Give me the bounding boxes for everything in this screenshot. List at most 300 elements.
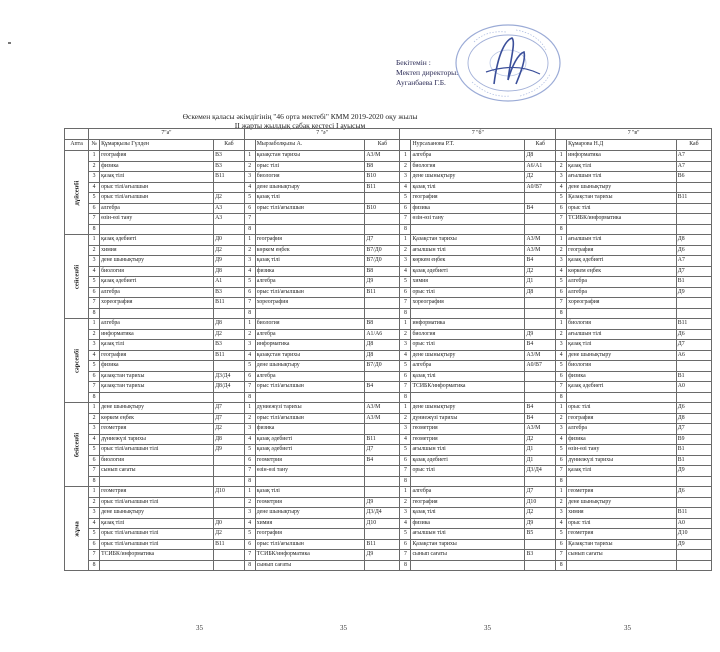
lesson-number: 6 <box>400 455 411 466</box>
cabinet-cell: В11 <box>214 539 245 550</box>
lesson-number: 6 <box>400 539 411 550</box>
day-name: жұма <box>72 520 80 537</box>
subject-cell: геометрия <box>255 497 365 508</box>
subject-cell: қазақ тілі <box>255 256 365 267</box>
cabinet-cell <box>214 550 245 561</box>
lesson-number: 4 <box>400 266 411 277</box>
lesson-number: 2 <box>556 329 567 340</box>
subject-cell: дене шынықтыру <box>411 350 525 361</box>
lesson-number: 8 <box>556 392 567 403</box>
subject-cell: геометрия <box>411 424 525 435</box>
subject-cell: биология <box>567 319 677 330</box>
subject-cell: геометрия <box>100 424 214 435</box>
cabinet-cell: Д9 <box>525 329 556 340</box>
subject-cell: орыс тілі <box>567 403 677 414</box>
cabinet-column-header: Каб <box>214 140 245 151</box>
lesson-row <box>65 403 712 414</box>
lesson-row <box>65 245 712 256</box>
lesson-number: 8 <box>89 392 100 403</box>
subject-cell: география <box>255 235 365 246</box>
lesson-number: 6 <box>400 371 411 382</box>
lesson-number: 7 <box>400 214 411 225</box>
subject-cell: география <box>411 193 525 204</box>
lesson-row <box>65 392 712 403</box>
cabinet-cell: Д2 <box>214 329 245 340</box>
lesson-number: 6 <box>89 287 100 298</box>
cabinet-cell <box>525 214 556 225</box>
lesson-number: 5 <box>89 529 100 540</box>
lesson-number: 1 <box>556 235 567 246</box>
hours-total: 35 <box>196 624 203 632</box>
teacher-name: Нурсаханова Р.Т. <box>411 140 525 151</box>
lesson-number: 4 <box>556 182 567 193</box>
cabinet-cell: Д6 <box>676 403 711 414</box>
cabinet-cell: Д2 <box>525 434 556 445</box>
subject-cell: ағылшын тілі <box>411 245 525 256</box>
subject-cell: география <box>567 245 677 256</box>
cabinet-cell: Д10 <box>525 497 556 508</box>
subject-cell: физика <box>567 371 677 382</box>
cabinet-cell: Д8 <box>365 340 400 351</box>
cabinet-cell: Д1 <box>525 455 556 466</box>
lesson-row <box>65 319 712 330</box>
subject-cell: орыс тілі <box>411 287 525 298</box>
lesson-row <box>65 329 712 340</box>
cabinet-cell: А3 <box>214 203 245 214</box>
lesson-row <box>65 476 712 487</box>
lesson-number: 3 <box>400 172 411 183</box>
lesson-number: 6 <box>244 455 255 466</box>
lesson-number: 7 <box>244 550 255 561</box>
lesson-number: 2 <box>400 329 411 340</box>
lesson-number: 7 <box>556 298 567 309</box>
day-name: дүйсенбі <box>72 180 80 205</box>
subject-cell: дене шынықтыру <box>255 361 365 372</box>
lesson-number: 3 <box>556 424 567 435</box>
cabinet-cell: В4 <box>525 203 556 214</box>
cabinet-cell: Д2 <box>214 193 245 204</box>
subject-cell: информатика <box>567 151 677 162</box>
subject-cell: орыс тілі/ағылшын <box>255 287 365 298</box>
cabinet-cell: Д9 <box>214 445 245 456</box>
day-cell <box>65 235 89 319</box>
cabinet-cell: А1 <box>214 277 245 288</box>
subject-cell: хореография <box>567 298 677 309</box>
cabinet-cell: В11 <box>214 172 245 183</box>
cabinet-cell: Д3/Д4 <box>365 508 400 519</box>
cabinet-cell: В1 <box>676 445 711 456</box>
cabinet-cell <box>525 476 556 487</box>
subject-cell: орыс тілі/ағылшын тілі <box>100 445 214 456</box>
cabinet-cell: В11 <box>365 539 400 550</box>
lesson-number: 7 <box>400 466 411 477</box>
subject-cell: физика <box>411 203 525 214</box>
subject-cell <box>411 476 525 487</box>
cabinet-cell: А6/А1 <box>525 161 556 172</box>
lesson-number: 6 <box>556 203 567 214</box>
lesson-number: 5 <box>400 445 411 456</box>
cabinet-cell: Д2 <box>214 424 245 435</box>
cabinet-cell: Д2 <box>525 172 556 183</box>
lesson-number: 8 <box>400 308 411 319</box>
cabinet-cell: В3 <box>214 161 245 172</box>
lesson-number: 1 <box>89 319 100 330</box>
lesson-row <box>65 182 712 193</box>
subject-cell: биология <box>100 266 214 277</box>
lesson-row <box>65 445 712 456</box>
subject-cell: орыс тілі/ағылшын <box>255 203 365 214</box>
subject-cell <box>100 392 214 403</box>
subject-cell: сынып сағаты <box>567 550 677 561</box>
subject-cell <box>255 224 365 235</box>
lesson-number: 4 <box>400 518 411 529</box>
subject-cell: орыс тілі/ағылшын <box>255 382 365 393</box>
lesson-number: 2 <box>400 161 411 172</box>
lesson-number: 2 <box>89 161 100 172</box>
lesson-number: 8 <box>556 224 567 235</box>
cabinet-cell: Д7 <box>214 403 245 414</box>
class-header: 7"а" <box>89 129 245 140</box>
lesson-number: 3 <box>89 508 100 519</box>
lesson-number: 7 <box>89 466 100 477</box>
cabinet-cell: Д7 <box>365 235 400 246</box>
subject-cell <box>411 560 525 571</box>
lesson-number: 3 <box>556 256 567 267</box>
lesson-number: 7 <box>89 298 100 309</box>
subject-cell: Қазақстан тарихы <box>567 539 677 550</box>
subject-cell <box>100 560 214 571</box>
cabinet-cell: В9 <box>676 434 711 445</box>
lesson-number: 3 <box>400 424 411 435</box>
lesson-number: 6 <box>556 455 567 466</box>
cabinet-cell: В7/Д0 <box>365 245 400 256</box>
lesson-number: 2 <box>400 497 411 508</box>
subject-cell: орыс тілі/ағылшын <box>255 539 365 550</box>
cabinet-cell <box>365 487 400 498</box>
lesson-number: 1 <box>400 235 411 246</box>
subject-cell: ТСИБК/информатика <box>255 550 365 561</box>
lesson-row <box>65 487 712 498</box>
lesson-row <box>65 172 712 183</box>
lesson-number: 7 <box>556 214 567 225</box>
subject-cell: биология <box>411 329 525 340</box>
lesson-number: 6 <box>400 287 411 298</box>
cabinet-cell <box>525 382 556 393</box>
subject-cell: физика <box>567 434 677 445</box>
cabinet-cell: Д8 <box>365 350 400 361</box>
cabinet-cell <box>365 298 400 309</box>
lesson-number: 2 <box>556 245 567 256</box>
lesson-row <box>65 224 712 235</box>
cabinet-cell: А3/М <box>365 403 400 414</box>
subject-cell: география <box>100 151 214 162</box>
subject-cell: ТСИБК/информатика <box>411 382 525 393</box>
lesson-number: 3 <box>244 340 255 351</box>
schedule-title: Өскемен қаласы әкімдігінің "46 орта мектебі" КММ 2019-2020 оқу жылы <box>182 112 418 121</box>
lesson-row <box>65 308 712 319</box>
subject-cell: қазақ әдебиеті <box>567 382 677 393</box>
cabinet-cell: Д9 <box>365 550 400 561</box>
lesson-row <box>65 277 712 288</box>
cabinet-cell <box>676 214 711 225</box>
lesson-number: 5 <box>400 277 411 288</box>
subject-cell: дүниежүзі тарихы <box>567 455 677 466</box>
lesson-number: 5 <box>556 529 567 540</box>
subject-cell: көркем еңбек <box>567 266 677 277</box>
cabinet-cell: Д0 <box>214 235 245 246</box>
subject-cell <box>100 476 214 487</box>
lesson-number: 5 <box>244 529 255 540</box>
lesson-number: 3 <box>244 172 255 183</box>
lesson-row <box>65 455 712 466</box>
cabinet-cell <box>525 560 556 571</box>
cabinet-cell: В11 <box>214 350 245 361</box>
lesson-number: 1 <box>556 403 567 414</box>
cabinet-cell: А3/М <box>525 424 556 435</box>
cabinet-cell: Д3/Д4 <box>525 466 556 477</box>
lesson-number: 5 <box>244 277 255 288</box>
lesson-number: 1 <box>400 151 411 162</box>
lesson-number: 2 <box>556 413 567 424</box>
lesson-number: 1 <box>89 403 100 414</box>
subject-cell <box>255 308 365 319</box>
cabinet-cell <box>676 361 711 372</box>
cabinet-cell: В1 <box>676 455 711 466</box>
lesson-row <box>65 340 712 351</box>
cabinet-cell: А3/М <box>525 350 556 361</box>
cabinet-cell: Д2 <box>525 266 556 277</box>
number-column-header: № <box>89 140 100 151</box>
cabinet-cell: Д10 <box>676 529 711 540</box>
subject-cell: көркем еңбек <box>411 256 525 267</box>
lesson-number: 3 <box>89 172 100 183</box>
cabinet-cell <box>365 193 400 204</box>
lesson-row <box>65 151 712 162</box>
lesson-number: 4 <box>89 350 100 361</box>
lesson-number: 8 <box>89 476 100 487</box>
subject-cell: биология <box>567 361 677 372</box>
subject-cell: химия <box>255 518 365 529</box>
cabinet-cell: А7 <box>676 256 711 267</box>
lesson-number: 6 <box>244 539 255 550</box>
cabinet-cell: Д10 <box>365 518 400 529</box>
lesson-number: 2 <box>556 161 567 172</box>
day-name: бейсенбі <box>72 432 80 457</box>
subject-cell: алгебра <box>411 151 525 162</box>
cabinet-cell: Д7 <box>365 445 400 456</box>
subject-cell: сынып сағаты <box>255 560 365 571</box>
subject-cell: химия <box>100 245 214 256</box>
schedule-body <box>65 151 712 571</box>
class-header: 7 "в" <box>556 129 712 140</box>
cabinet-cell <box>365 224 400 235</box>
lesson-number: 5 <box>556 193 567 204</box>
subject-cell: қазақстан тарихы <box>100 371 214 382</box>
class-header-row <box>65 129 712 140</box>
lesson-number: 8 <box>556 560 567 571</box>
cabinet-cell: А6 <box>676 350 711 361</box>
subject-cell: биология <box>255 319 365 330</box>
lesson-row <box>65 539 712 550</box>
subject-cell: информатика <box>411 319 525 330</box>
cabinet-cell <box>214 508 245 519</box>
cabinet-cell <box>365 424 400 435</box>
subject-cell: орыс тілі/ағылшын <box>100 182 214 193</box>
cabinet-cell <box>525 319 556 330</box>
lesson-row <box>65 518 712 529</box>
lesson-number: 1 <box>400 319 411 330</box>
subject-cell: көркем еңбек <box>255 245 365 256</box>
lesson-number: 4 <box>89 182 100 193</box>
cabinet-cell: В11 <box>676 319 711 330</box>
lesson-number: 8 <box>244 476 255 487</box>
lesson-number: 7 <box>556 382 567 393</box>
cabinet-cell: Д3/Д4 <box>214 371 245 382</box>
cabinet-cell <box>525 224 556 235</box>
subject-cell: қазақ әдебиеті <box>255 445 365 456</box>
subject-cell: қазақ тілі <box>411 182 525 193</box>
cabinet-cell: Д8 <box>525 151 556 162</box>
subject-cell <box>567 560 677 571</box>
day-column-header: Апта <box>65 140 89 151</box>
cabinet-cell: Д8 <box>676 235 711 246</box>
cabinet-cell: Д8 <box>214 266 245 277</box>
cabinet-cell: Д10 <box>214 487 245 498</box>
subject-cell: орыс тілі/ағылшын тілі <box>100 539 214 550</box>
lesson-number: 7 <box>89 214 100 225</box>
cabinet-cell <box>525 539 556 550</box>
cabinet-cell: Д8 <box>214 319 245 330</box>
lesson-row <box>65 497 712 508</box>
subject-cell: өзін-өзі тану <box>255 466 365 477</box>
lesson-number: 3 <box>89 340 100 351</box>
subject-cell: қазақ тілі <box>567 161 677 172</box>
lesson-number: 1 <box>244 487 255 498</box>
day-cell <box>65 319 89 403</box>
subject-cell: орыс тілі <box>567 518 677 529</box>
lesson-number: 6 <box>400 203 411 214</box>
cabinet-cell: А3 <box>214 214 245 225</box>
cabinet-cell <box>676 224 711 235</box>
lesson-number: 7 <box>89 382 100 393</box>
lesson-number: 3 <box>556 340 567 351</box>
cabinet-cell <box>365 560 400 571</box>
cabinet-cell: В4 <box>365 455 400 466</box>
lesson-row <box>65 361 712 372</box>
subject-cell: геометрия <box>255 455 365 466</box>
lesson-number: 7 <box>244 466 255 477</box>
lesson-number: 4 <box>244 182 255 193</box>
cabinet-cell: Д9 <box>676 287 711 298</box>
cabinet-cell <box>525 193 556 204</box>
lesson-number: 7 <box>400 382 411 393</box>
cabinet-cell <box>676 203 711 214</box>
lesson-number: 4 <box>89 518 100 529</box>
subject-cell: Қазақстан тарихы <box>411 235 525 246</box>
lesson-number: 5 <box>89 193 100 204</box>
cabinet-cell: Д6 <box>676 487 711 498</box>
cabinet-cell: Д8 <box>676 413 711 424</box>
day-name: сейсенбі <box>72 264 80 289</box>
cabinet-cell: Д8/Д4 <box>214 382 245 393</box>
subject-cell: алгебра <box>567 424 677 435</box>
subject-cell: қазақстан тарихы <box>100 382 214 393</box>
subject-cell: физика <box>255 424 365 435</box>
lesson-number: 2 <box>89 245 100 256</box>
subject-cell <box>255 392 365 403</box>
cabinet-cell: А1/А6 <box>365 329 400 340</box>
subject-cell <box>100 224 214 235</box>
cabinet-cell: Д7 <box>676 340 711 351</box>
subject-cell: қазақ әдебиеті <box>411 455 525 466</box>
cabinet-cell: Д0 <box>214 518 245 529</box>
lesson-number: 1 <box>244 319 255 330</box>
subject-cell: физика <box>100 361 214 372</box>
subject-cell: қазақ әдебиеті <box>100 277 214 288</box>
cabinet-cell: В3 <box>214 151 245 162</box>
lesson-number: 5 <box>400 361 411 372</box>
lesson-number: 7 <box>244 214 255 225</box>
cabinet-cell: В11 <box>365 182 400 193</box>
cabinet-cell <box>365 371 400 382</box>
lesson-number: 7 <box>244 298 255 309</box>
cabinet-cell <box>214 497 245 508</box>
lesson-row <box>65 266 712 277</box>
subject-cell: дүниежүзі тарихы <box>255 403 365 414</box>
subject-cell: орыс тілі <box>255 161 365 172</box>
subject-cell: ағылшын тілі <box>411 529 525 540</box>
subject-cell: дене шынықтыру <box>567 350 677 361</box>
cabinet-cell: В10 <box>365 203 400 214</box>
lesson-number: 6 <box>244 287 255 298</box>
subject-cell: дене шынықтыру <box>411 172 525 183</box>
subject-cell <box>100 308 214 319</box>
cabinet-cell: Д8 <box>525 287 556 298</box>
teacher-header-row <box>65 140 712 151</box>
subject-cell: өзін-өзі тану <box>567 445 677 456</box>
cabinet-cell: В4 <box>525 413 556 424</box>
cabinet-cell: В1 <box>676 277 711 288</box>
subject-cell: қазақ әдебиеті <box>100 235 214 246</box>
subject-cell: алгебра <box>100 203 214 214</box>
lesson-row <box>65 287 712 298</box>
subject-cell: қазақ тілі <box>567 340 677 351</box>
lesson-number: 5 <box>556 445 567 456</box>
lesson-number: 8 <box>400 476 411 487</box>
cabinet-cell: Д7 <box>214 413 245 424</box>
subject-cell: география <box>255 529 365 540</box>
lesson-number: 2 <box>89 497 100 508</box>
cabinet-cell: В8 <box>365 161 400 172</box>
cabinet-cell: Д8 <box>214 434 245 445</box>
lesson-number: 4 <box>556 434 567 445</box>
lesson-number: 4 <box>556 266 567 277</box>
cabinet-cell: Д6 <box>676 245 711 256</box>
lesson-number: 1 <box>556 319 567 330</box>
lesson-number: 2 <box>400 413 411 424</box>
cabinet-cell <box>676 560 711 571</box>
cabinet-cell: Д9 <box>676 466 711 477</box>
subject-cell: алгебра <box>255 277 365 288</box>
subject-cell: алгебра <box>567 287 677 298</box>
cabinet-cell: В7/Д0 <box>365 361 400 372</box>
lesson-row <box>65 560 712 571</box>
cabinet-cell: В5 <box>525 529 556 540</box>
approval-line-2: Мектеп директоры: <box>396 68 459 77</box>
cabinet-cell: В4 <box>525 340 556 351</box>
subject-cell: сынып сағаты <box>411 550 525 561</box>
lesson-number: 6 <box>89 455 100 466</box>
